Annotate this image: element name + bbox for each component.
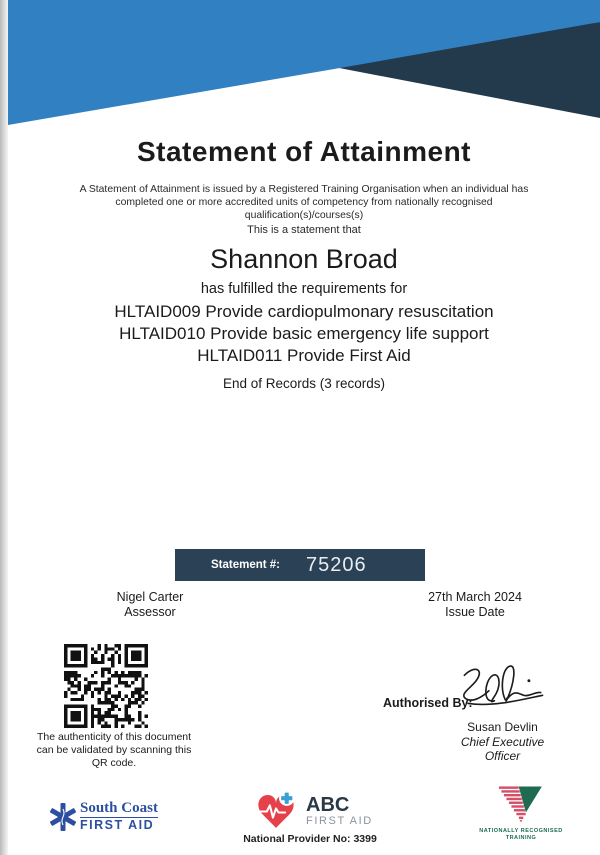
recipient-name: Shannon Broad <box>210 244 398 274</box>
signer-role: Chief Executive Officer <box>460 734 545 763</box>
authorised-by-label: Authorised By: <box>383 696 473 710</box>
issue-date-label: Issue Date <box>445 605 505 619</box>
page-left-edge <box>0 0 8 855</box>
qr-code <box>64 644 148 728</box>
abc-subtitle: FIRST AID <box>306 815 373 827</box>
signature-i-dot <box>527 679 530 682</box>
intro-text: A Statement of Attainment is issued by a Registered Training Organisation when an individual has completed one or more accredited units of competency from nationally recognised qualification(s)/courses(s) <box>79 184 529 221</box>
south-coast-subtitle: FIRST AID <box>80 818 155 832</box>
course-line-2: HLTAID010 Provide basic emergency life support <box>119 324 489 343</box>
statement-number-label: Statement #: <box>211 559 281 571</box>
course-line-3: HLTAID011 Provide First Aid <box>197 346 411 365</box>
signature <box>448 660 548 716</box>
statement-intro: This is a statement that <box>247 224 361 236</box>
assessor-role: Assessor <box>124 605 176 619</box>
fulfilled-text: has fulfilled the requirements for <box>200 281 408 297</box>
national-provider-number: National Provider No: 3399 <box>243 833 377 845</box>
nationally-recognised-training-icon <box>492 786 550 824</box>
abc-text <box>306 796 373 828</box>
end-of-records: End of Records (3 records) <box>222 376 386 391</box>
south-coast-text <box>80 801 158 832</box>
assessor-block <box>100 590 200 620</box>
statement-number-value: 75206 <box>306 553 367 576</box>
signer-block <box>450 720 555 764</box>
statement-number-bar <box>175 549 425 581</box>
star-of-life-icon <box>50 802 76 832</box>
heart-ecg-icon <box>250 789 302 835</box>
qr-caption: The authenticity of this document can be validated by scanning this QR code. <box>36 731 192 769</box>
signer-name: Susan Devlin <box>467 720 538 734</box>
south-coast-name: South Coast <box>80 800 158 816</box>
abc-name: ABC <box>306 794 350 816</box>
course-list <box>8 301 600 367</box>
course-line-1: HLTAID009 Provide cardiopulmonary resuscitation <box>114 302 494 321</box>
assessor-name: Nigel Carter <box>116 590 184 604</box>
abc-first-aid-logo <box>250 789 373 835</box>
nrt-caption: NATIONALLY RECOGNISED TRAINING <box>479 828 563 841</box>
page-title: Statement of Attainment <box>136 136 472 167</box>
south-coast-logo <box>50 801 158 832</box>
issue-date-value: 27th March 2024 <box>428 590 522 604</box>
issue-date-block <box>420 590 530 620</box>
